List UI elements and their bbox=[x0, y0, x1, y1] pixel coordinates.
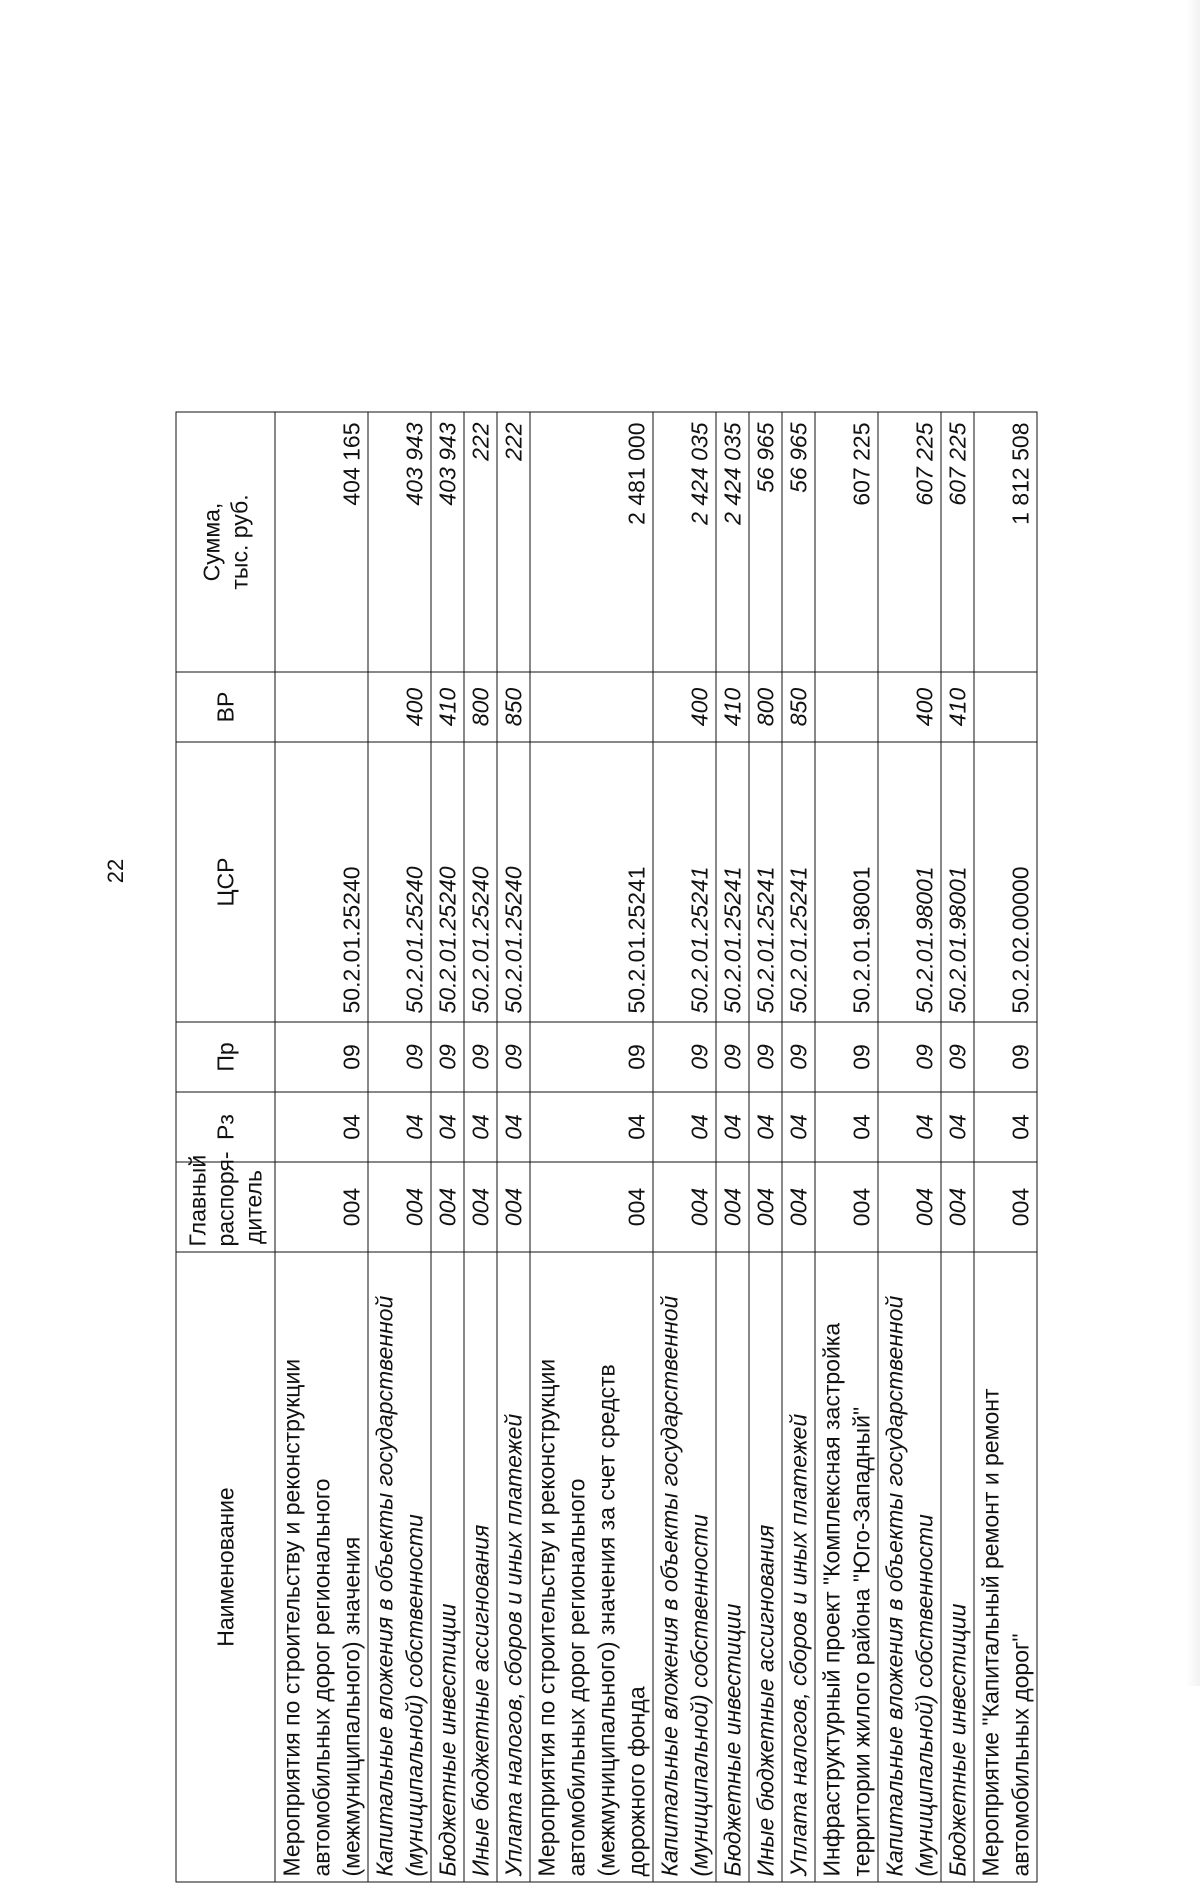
cell-pr: 09 bbox=[974, 1022, 1037, 1092]
table-row bbox=[815, 412, 878, 1882]
cell-rz: 04 bbox=[275, 1092, 368, 1162]
cell-rz: 04 bbox=[368, 1092, 431, 1162]
cell-sum: 2 424 035 bbox=[716, 412, 749, 672]
cell-pr: 09 bbox=[782, 1022, 815, 1092]
cell-csr: 50.2.01.98001 bbox=[815, 742, 878, 1022]
cell-rz: 04 bbox=[941, 1092, 974, 1162]
header-pr: Пр bbox=[176, 1022, 275, 1092]
cell-csr: 50.2.01.25241 bbox=[653, 742, 716, 1022]
header-csr: ЦСР bbox=[176, 742, 275, 1022]
cell-name: Мероприятия по строительству и реконструкции автомобильных дорог регионального (межмуниципального) значения за счет средств дорожного фонда bbox=[530, 1252, 653, 1882]
cell-name: Капитальные вложения в объекты государственной (муниципальной) собственности bbox=[368, 1252, 431, 1882]
cell-rz: 04 bbox=[878, 1092, 941, 1162]
cell-name: Иные бюджетные ассигнования bbox=[749, 1252, 782, 1882]
cell-sum: 403 943 bbox=[368, 412, 431, 672]
cell-sum: 1 812 508 bbox=[974, 412, 1037, 672]
cell-vr bbox=[530, 672, 653, 742]
cell-name: Бюджетные инвестиции bbox=[431, 1252, 464, 1882]
cell-sum: 404 165 bbox=[275, 412, 368, 672]
cell-manager: 004 bbox=[941, 1162, 974, 1252]
cell-csr: 50.2.01.25241 bbox=[530, 742, 653, 1022]
cell-rz: 04 bbox=[716, 1092, 749, 1162]
cell-pr: 09 bbox=[941, 1022, 974, 1092]
cell-manager: 004 bbox=[716, 1162, 749, 1252]
scan-margin bbox=[1186, 0, 1200, 1686]
cell-sum: 607 225 bbox=[815, 412, 878, 672]
table-row bbox=[464, 412, 497, 1882]
cell-csr: 50.2.01.25241 bbox=[782, 742, 815, 1022]
cell-pr: 09 bbox=[530, 1022, 653, 1092]
cell-csr: 50.2.01.25241 bbox=[716, 742, 749, 1022]
table-row bbox=[530, 412, 653, 1882]
cell-sum: 403 943 bbox=[431, 412, 464, 672]
cell-csr: 50.2.01.25240 bbox=[431, 742, 464, 1022]
cell-csr: 50.2.01.98001 bbox=[941, 742, 974, 1022]
cell-vr bbox=[974, 672, 1037, 742]
cell-csr: 50.2.01.25240 bbox=[497, 742, 530, 1022]
cell-sum: 2 424 035 bbox=[653, 412, 716, 672]
cell-vr: 850 bbox=[782, 672, 815, 742]
table-header-row bbox=[176, 412, 275, 1882]
cell-pr: 09 bbox=[749, 1022, 782, 1092]
table-row bbox=[941, 412, 974, 1882]
cell-rz: 04 bbox=[653, 1092, 716, 1162]
cell-vr bbox=[275, 672, 368, 742]
header-vr: ВР bbox=[176, 672, 275, 742]
table-row bbox=[878, 412, 941, 1882]
cell-manager: 004 bbox=[497, 1162, 530, 1252]
cell-sum: 56 965 bbox=[782, 412, 815, 672]
cell-name: Уплата налогов, сборов и иных платежей bbox=[782, 1252, 815, 1882]
cell-csr: 50.2.01.25241 bbox=[749, 742, 782, 1022]
cell-name: Иные бюджетные ассигнования bbox=[464, 1252, 497, 1882]
cell-manager: 004 bbox=[878, 1162, 941, 1252]
cell-rz: 04 bbox=[782, 1092, 815, 1162]
cell-sum: 2 481 000 bbox=[530, 412, 653, 672]
cell-sum: 607 225 bbox=[941, 412, 974, 672]
cell-pr: 09 bbox=[497, 1022, 530, 1092]
cell-sum: 607 225 bbox=[878, 412, 941, 672]
cell-vr: 400 bbox=[368, 672, 431, 742]
cell-pr: 09 bbox=[815, 1022, 878, 1092]
cell-name: Бюджетные инвестиции bbox=[941, 1252, 974, 1882]
cell-vr: 400 bbox=[653, 672, 716, 742]
table-row bbox=[275, 412, 368, 1882]
cell-vr bbox=[815, 672, 878, 742]
table-row bbox=[782, 412, 815, 1882]
cell-manager: 004 bbox=[815, 1162, 878, 1252]
cell-pr: 09 bbox=[431, 1022, 464, 1092]
cell-rz: 04 bbox=[431, 1092, 464, 1162]
cell-name: Капитальные вложения в объекты государственной (муниципальной) собственности bbox=[878, 1252, 941, 1882]
cell-pr: 09 bbox=[716, 1022, 749, 1092]
cell-manager: 004 bbox=[974, 1162, 1037, 1252]
cell-manager: 004 bbox=[653, 1162, 716, 1252]
cell-name: Мероприятие "Капитальный ремонт и ремонт автомобильных дорог" bbox=[974, 1252, 1037, 1882]
cell-rz: 04 bbox=[815, 1092, 878, 1162]
budget-table bbox=[176, 412, 1038, 1883]
cell-vr: 850 bbox=[497, 672, 530, 742]
cell-csr: 50.2.01.25240 bbox=[275, 742, 368, 1022]
cell-vr: 410 bbox=[716, 672, 749, 742]
cell-manager: 004 bbox=[749, 1162, 782, 1252]
cell-sum: 56 965 bbox=[749, 412, 782, 672]
table-row bbox=[716, 412, 749, 1882]
cell-manager: 004 bbox=[368, 1162, 431, 1252]
cell-csr: 50.2.01.25240 bbox=[368, 742, 431, 1022]
header-name: Наименование bbox=[176, 1252, 275, 1882]
header-rz: Рз bbox=[176, 1092, 275, 1162]
cell-pr: 09 bbox=[275, 1022, 368, 1092]
cell-rz: 04 bbox=[464, 1092, 497, 1162]
cell-manager: 004 bbox=[464, 1162, 497, 1252]
table-row bbox=[497, 412, 530, 1882]
cell-rz: 04 bbox=[497, 1092, 530, 1162]
cell-rz: 04 bbox=[974, 1092, 1037, 1162]
table-row bbox=[653, 412, 716, 1882]
cell-pr: 09 bbox=[878, 1022, 941, 1092]
cell-rz: 04 bbox=[749, 1092, 782, 1162]
table-row bbox=[749, 412, 782, 1882]
header-manager: Главный распоря- дитель bbox=[176, 1162, 275, 1252]
cell-vr: 400 bbox=[878, 672, 941, 742]
cell-csr: 50.2.01.25240 bbox=[464, 742, 497, 1022]
cell-name: Мероприятия по строительству и реконструкции автомобильных дорог регионального (межмуниципального) значения bbox=[275, 1252, 368, 1882]
cell-name: Уплата налогов, сборов и иных платежей bbox=[497, 1252, 530, 1882]
rotated-table-wrapper bbox=[176, 413, 1033, 1883]
header-sum: Сумма, тыс. руб. bbox=[176, 412, 275, 672]
page-number: 22 bbox=[103, 858, 128, 884]
cell-manager: 004 bbox=[530, 1162, 653, 1252]
cell-name: Бюджетные инвестиции bbox=[716, 1252, 749, 1882]
cell-csr: 50.2.01.98001 bbox=[878, 742, 941, 1022]
cell-manager: 004 bbox=[275, 1162, 368, 1252]
cell-pr: 09 bbox=[368, 1022, 431, 1092]
cell-csr: 50.2.02.00000 bbox=[974, 742, 1037, 1022]
cell-manager: 004 bbox=[431, 1162, 464, 1252]
cell-name: Капитальные вложения в объекты государственной (муниципальной) собственности bbox=[653, 1252, 716, 1882]
table-row bbox=[431, 412, 464, 1882]
cell-vr: 800 bbox=[464, 672, 497, 742]
table-body bbox=[275, 412, 1037, 1882]
cell-pr: 09 bbox=[653, 1022, 716, 1092]
table-row bbox=[974, 412, 1037, 1882]
cell-name: Инфраструктурный проект "Комплексная застройка территории жилого района "Юго-Западный" bbox=[815, 1252, 878, 1882]
cell-manager: 004 bbox=[782, 1162, 815, 1252]
cell-sum: 222 bbox=[464, 412, 497, 672]
cell-rz: 04 bbox=[530, 1092, 653, 1162]
table-row bbox=[368, 412, 431, 1882]
cell-vr: 410 bbox=[431, 672, 464, 742]
cell-vr: 410 bbox=[941, 672, 974, 742]
cell-pr: 09 bbox=[464, 1022, 497, 1092]
cell-vr: 800 bbox=[749, 672, 782, 742]
cell-sum: 222 bbox=[497, 412, 530, 672]
